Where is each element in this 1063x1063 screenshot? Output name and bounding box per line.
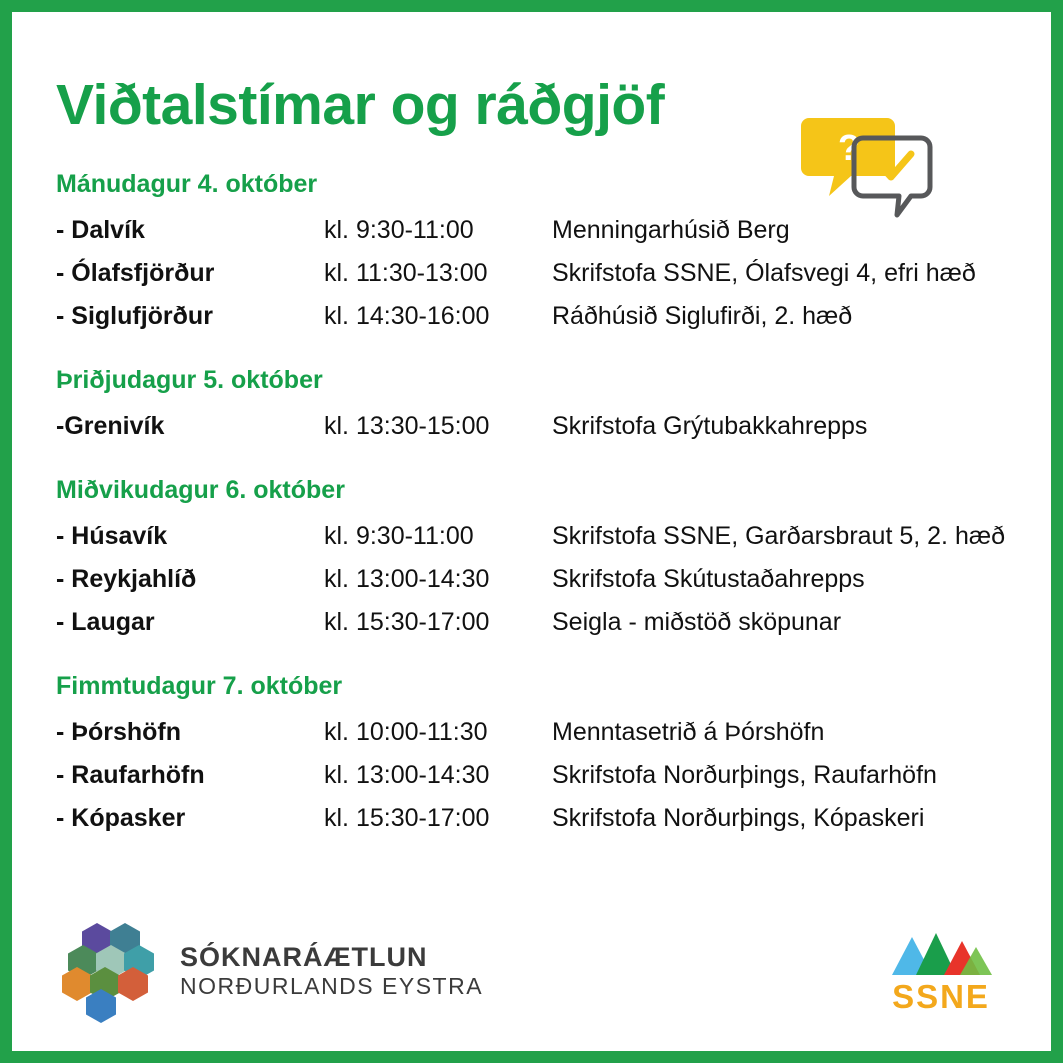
schedule-venue: Seigla - miðstöð sköpunar <box>552 607 842 636</box>
schedule-place: - Siglufjörður <box>56 301 213 330</box>
schedule-venue: Skrifstofa Skútustaðahrepps <box>552 564 865 593</box>
day-block-thursday <box>52 672 1011 840</box>
schedule-time: kl. 9:30-11:00 <box>324 215 474 244</box>
schedule-time: kl. 9:30-11:00 <box>324 521 474 550</box>
schedule-row <box>56 295 1011 338</box>
schedule-venue: Skrifstofa Norðurþings, Kópaskeri <box>552 803 925 832</box>
soknaraaetlun-logo <box>62 923 483 1019</box>
poster-content <box>12 12 1051 1051</box>
schedule-place: -Grenivík <box>56 411 165 440</box>
day-heading: Þriðjudagur 5. október <box>56 365 323 394</box>
soknaraaetlun-wordmark <box>180 942 483 1001</box>
schedule-time: kl. 13:30-15:00 <box>324 411 490 440</box>
question-speech-bubble-icon <box>801 108 951 228</box>
schedule-time: kl. 15:30-17:00 <box>324 803 490 832</box>
day-heading: Mánudagur 4. október <box>56 169 318 198</box>
schedule-time: kl. 13:00-14:30 <box>324 760 490 789</box>
schedule-venue: Menntasetrið á Þórshöfn <box>552 717 825 746</box>
schedule-time: kl. 14:30-16:00 <box>324 301 490 330</box>
schedule-row <box>56 754 1011 797</box>
schedule-row <box>56 601 1011 644</box>
page-title: Viðtalstímar og ráðgjöf <box>56 73 665 137</box>
schedule-place: - Ólafsfjörður <box>56 258 215 287</box>
schedule-time: kl. 11:30-13:00 <box>324 258 488 287</box>
svg-text:?: ? <box>838 127 860 168</box>
schedule-row <box>56 711 1011 754</box>
schedule-venue: Skrifstofa Grýtubakkahrepps <box>552 411 868 440</box>
schedule-time: kl. 15:30-17:00 <box>324 607 490 636</box>
schedule-place: - Þórshöfn <box>56 717 181 746</box>
schedule-venue: Menningarhúsið Berg <box>552 215 790 244</box>
day-block-tuesday <box>52 366 1011 448</box>
schedule-place: - Laugar <box>56 607 155 636</box>
mountain-peaks-icon <box>886 929 996 977</box>
day-heading: Fimmtudagur 7. október <box>56 671 343 700</box>
schedule-venue: Skrifstofa SSNE, Ólafsvegi 4, efri hæð <box>552 258 976 287</box>
schedule-place: - Raufarhöfn <box>56 760 205 789</box>
schedule-time: kl. 10:00-11:30 <box>324 717 488 746</box>
schedule-row <box>56 515 1011 558</box>
schedule-place: - Dalvík <box>56 215 145 244</box>
schedule-venue: Ráðhúsið Siglufirði, 2. hæð <box>552 301 853 330</box>
schedule-place: - Reykjahlíð <box>56 564 197 593</box>
schedule-row <box>56 797 1011 840</box>
schedule-venue: Skrifstofa SSNE, Garðarsbraut 5, 2. hæð <box>552 521 1005 550</box>
schedule-place: - Kópasker <box>56 803 186 832</box>
schedule-venue: Skrifstofa Norðurþings, Raufarhöfn <box>552 760 937 789</box>
schedule-row <box>56 558 1011 601</box>
footer-logos <box>52 923 1011 1033</box>
ssne-wordmark: SSNE <box>892 978 990 1015</box>
ssne-logo <box>881 929 1001 1015</box>
schedule-place: - Húsavík <box>56 521 168 550</box>
logo-line-1: SÓKNARÁÆTLUN <box>180 941 428 972</box>
logo-line-2: NORÐURLANDS EYSTRA <box>180 972 484 999</box>
hexagon-cluster-icon <box>62 923 166 1019</box>
schedule-row <box>56 252 1011 295</box>
schedule-time: kl. 13:00-14:30 <box>324 564 490 593</box>
day-heading: Miðvikudagur 6. október <box>56 475 345 504</box>
day-block-wednesday <box>52 476 1011 644</box>
schedule-row <box>56 405 1011 448</box>
